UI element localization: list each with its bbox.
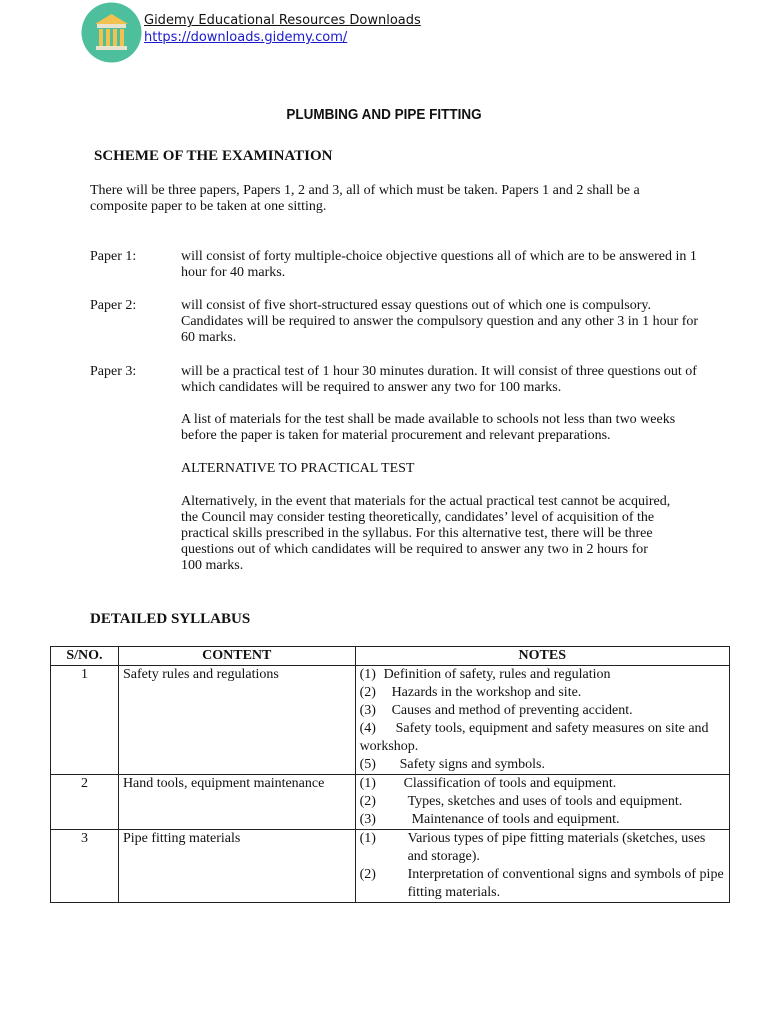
table-row	[51, 830, 730, 903]
note-item: (1) Various types of pipe fitting materials (sketches, uses and storage).	[359, 831, 706, 864]
note-item: (1) Definition of safety, rules and regulation	[359, 667, 611, 682]
note-item: (5) Safety signs and symbols.	[359, 757, 546, 772]
row-content: Safety rules and regulations	[118, 666, 355, 775]
header-notes: NOTES	[355, 647, 729, 666]
note-item: (2) Types, sketches and uses of tools and equipment.	[359, 794, 683, 809]
intro-paragraph: There will be three papers, Papers 1, 2 and 3, all of which must be taken. Papers 1 and 2 shall be a composite paper to be taken at one sitting.	[90, 183, 640, 214]
paper-2-text: will consist of five short-structured essay questions out of which one is compulsory. Candidates will be required to answer the compulsory question and any other 3 in 1 hour for 60 marks.	[181, 298, 699, 345]
site-header	[144, 12, 421, 46]
row-sno: 1	[51, 666, 119, 775]
paper-3-label: Paper 3:	[90, 364, 137, 379]
table-header-row	[51, 647, 730, 666]
note-item: (2) Interpretation of conventional signs and symbols of pipe fitting materials.	[359, 867, 724, 900]
row-notes	[355, 775, 729, 830]
note-item: (3) Causes and method of preventing accident.	[359, 703, 633, 718]
header-sno: S/NO.	[51, 647, 119, 666]
table-row	[51, 666, 730, 775]
syllabus-heading: DETAILED SYLLABUS	[90, 611, 251, 627]
note-item: (3) Maintenance of tools and equipment.	[359, 812, 620, 827]
paper-2-label: Paper 2:	[90, 298, 137, 313]
row-notes	[355, 830, 729, 903]
paper-3-text: will be a practical test of 1 hour 30 minutes duration. It will consist of three questions out of which candidates will be required to answer any two for 100 marks.	[181, 364, 697, 395]
header-content: CONTENT	[118, 647, 355, 666]
site-url-link[interactable]: https://downloads.gidemy.com/	[144, 30, 348, 45]
row-content: Hand tools, equipment maintenance	[118, 775, 355, 830]
note-item: (1) Classification of tools and equipment.	[359, 776, 617, 791]
alternative-text: Alternatively, in the event that materials for the actual practical test cannot be acquired, the Council may consider testing theoretically, candidates’ level of acquisition of the practical skills prescribed in the syllabus. For this alternative test, there will be three questions out of which candidates will be required to answer any two in 2 hours for 100 marks.	[181, 494, 671, 573]
materials-note: A list of materials for the test shall be made available to schools not less than two weeks before the paper is taken for material procurement and relevant preparations.	[181, 412, 676, 443]
table-row	[51, 775, 730, 830]
paper-1-text: will consist of forty multiple-choice objective questions all of which are to be answered in 1 hour for 40 marks.	[181, 249, 697, 280]
row-sno: 2	[51, 775, 119, 830]
note-item: (2) Hazards in the workshop and site.	[359, 685, 582, 700]
site-name: Gidemy Educational Resources Downloads	[144, 13, 421, 28]
row-sno: 3	[51, 830, 119, 903]
note-item: (4) Safety tools, equipment and safety measures on site and workshop.	[359, 721, 709, 754]
row-content: Pipe fitting materials	[118, 830, 355, 903]
alternative-heading: ALTERNATIVE TO PRACTICAL TEST	[181, 461, 415, 476]
syllabus-table	[50, 646, 730, 903]
paper-1-label: Paper 1:	[90, 249, 137, 264]
scheme-heading: SCHEME OF THE EXAMINATION	[94, 148, 333, 164]
row-notes	[355, 666, 729, 775]
gidemy-logo	[81, 2, 142, 63]
document-title: PLUMBING AND PIPE FITTING	[286, 106, 482, 123]
